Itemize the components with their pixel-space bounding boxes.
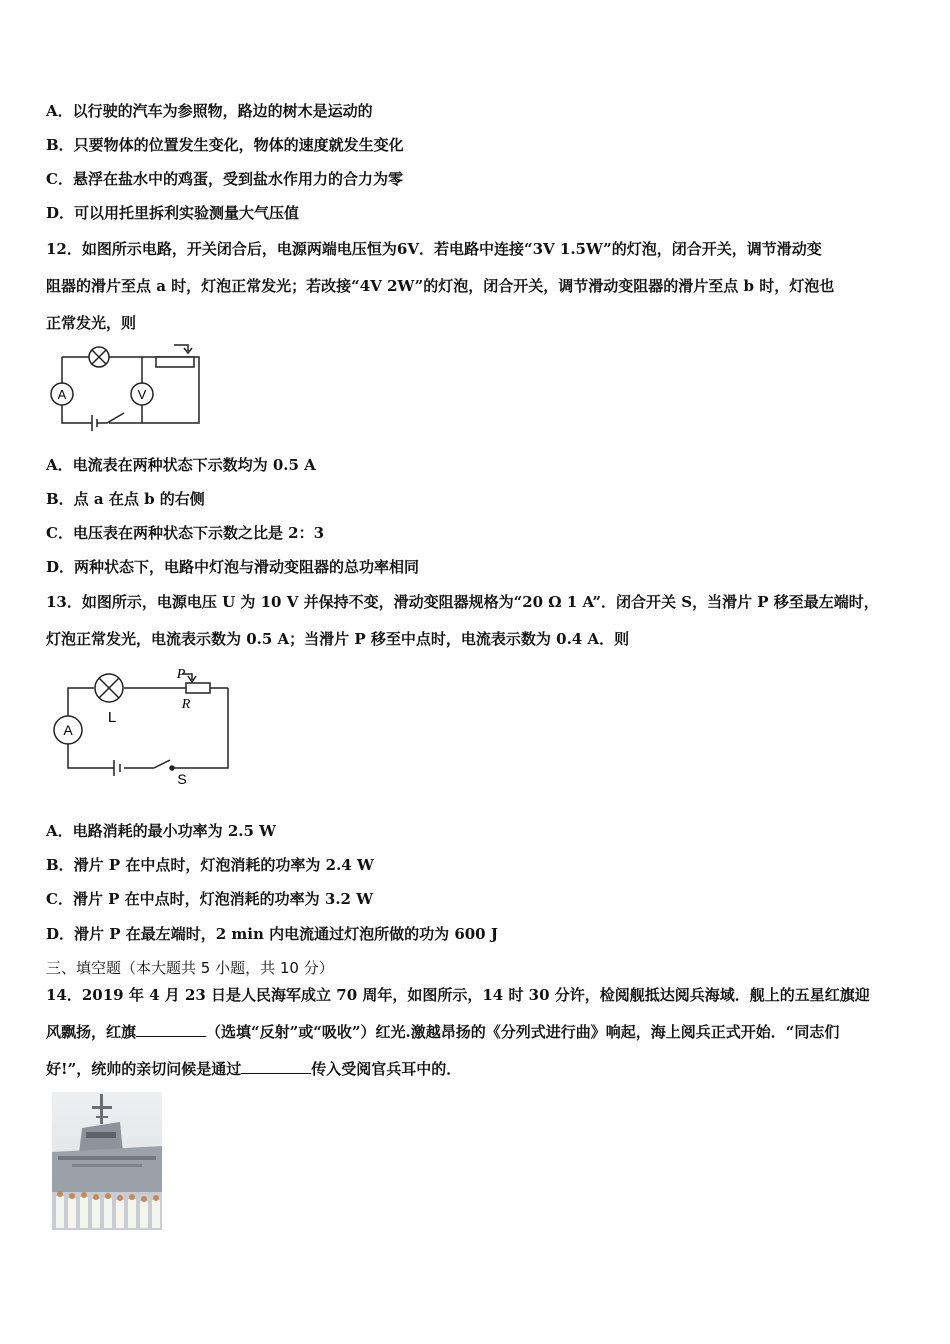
q13-option-c: C．滑片 P 在中点时，灯泡消耗的功率为 3.2 W — [46, 890, 374, 908]
q14-stem-line3 — [46, 1059, 461, 1079]
q12-option-d: D．两种状态下，电路中灯泡与滑动变阻器的总功率相同 — [46, 558, 420, 576]
q13-option-b: B．滑片 P 在中点时，灯泡消耗的功率为 2.4 W — [46, 856, 374, 874]
q13-option-a: A．电路消耗的最小功率为 2.5 W — [46, 822, 277, 840]
q13-switch-label: S — [177, 771, 187, 787]
q14-answer-blank-2[interactable] — [241, 1059, 311, 1074]
q13-option-d: D．滑片 P 在最左端时，2 min 内电流通过灯泡所做的功为 600 J — [46, 925, 498, 943]
q13-rheostat-label: R — [181, 697, 191, 712]
q14-line3-end: 传入受阅官兵耳中的． — [311, 1060, 462, 1078]
q14-line2-end: （选填“反射”或“吸收”）红光.激越昂扬的《分列式进行曲》响起，海上阅兵正式开始．“同志们 — [206, 1023, 840, 1041]
q12-stem-line1: 12．如图所示电路，开关闭合后，电源两端电压恒为6V．若电路中连接“3V 1.5W”的灯泡，闭合开关，调节滑动变 — [46, 240, 822, 258]
q11-option-a: A．以行驶的汽车为参照物，路边的树木是运动的 — [46, 102, 373, 120]
q12-ammeter-label: A — [57, 387, 67, 402]
q13-slider-label: P — [176, 667, 186, 682]
q12-voltmeter-label: V — [137, 387, 147, 402]
q11-option-b: B．只要物体的位置发生变化，物体的速度就发生变化 — [46, 136, 404, 154]
q13-circuit-diagram — [46, 664, 238, 792]
q12-option-a: A．电流表在两种状态下示数均为 0.5 A — [46, 456, 316, 474]
q12-circuit-diagram — [44, 343, 206, 435]
q14-warship-photo — [52, 1092, 162, 1230]
q12-option-c: C．电压表在两种状态下示数之比是 2：3 — [46, 524, 325, 542]
q14-line2-start: 风飘扬，红旗 — [46, 1023, 137, 1041]
q11-option-c: C．悬浮在盐水中的鸡蛋，受到盐水作用力的合力为零 — [46, 170, 403, 188]
q12-option-b: B．点 a 在点 b 的右侧 — [46, 490, 205, 508]
q13-lamp-label: L — [107, 709, 117, 726]
q14-stem-line1: 14．2019 年 4 月 23 日是人民海军成立 70 周年，如图所示，14 时 30 分许，检阅舰抵达阅兵海域．舰上的五星红旗迎 — [46, 986, 870, 1004]
q11-option-d: D．可以用托里拆利实验测量大气压值 — [46, 204, 300, 222]
q13-ammeter-label: A — [63, 722, 73, 738]
q14-line3-start: 好!”，统帅的亲切问候是通过 — [46, 1060, 242, 1078]
q14-stem-line2 — [46, 1022, 839, 1042]
q13-stem-line1: 13．如图所示，电源电压 U 为 10 V 并保持不变，滑动变阻器规格为“20 Ω 1 A”．闭合开关 S，当滑片 P 移至最左端时， — [46, 593, 879, 611]
q13-stem-line2: 灯泡正常发光，电流表示数为 0.5 A；当滑片 P 移至中点时，电流表示数为 0.4 A．则 — [46, 630, 630, 648]
q12-stem-line3: 正常发光，则 — [46, 314, 137, 332]
q14-answer-blank-1[interactable] — [136, 1022, 206, 1037]
section-heading: 三、填空题（本大题共 5 小题，共 10 分） — [46, 959, 334, 977]
q12-stem-line2: 阻器的滑片至点 a 时，灯泡正常发光；若改接“4V 2W”的灯泡，闭合开关，调节滑动变阻器的滑片至点 b 时，灯泡也 — [46, 277, 835, 295]
